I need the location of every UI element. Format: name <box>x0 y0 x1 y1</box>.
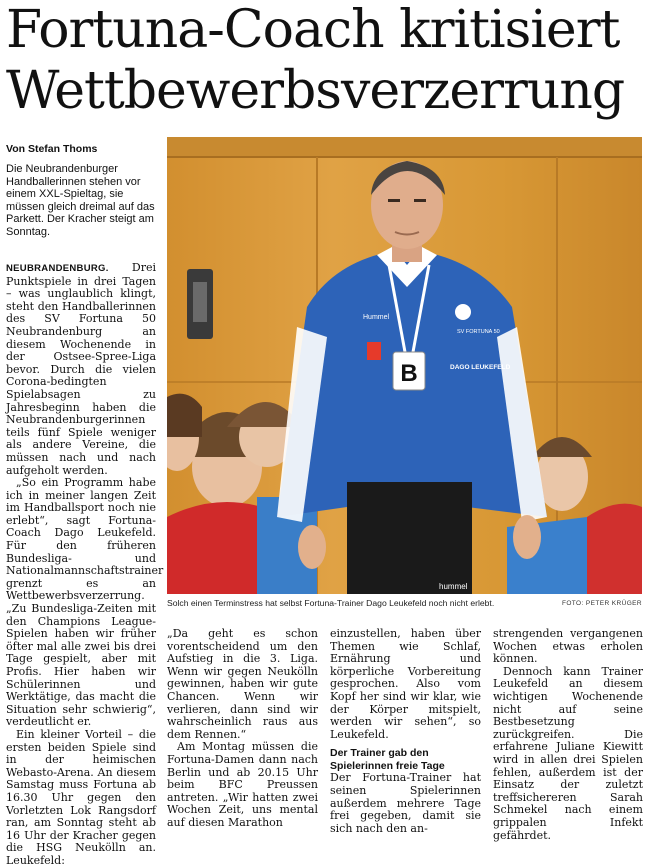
article-column-3 <box>330 628 481 835</box>
shirt-name-label: DAGO LEUKEFELD <box>450 364 511 371</box>
paragraph: Am Montag müssen die Fortuna-Damen dann nach Berlin und ab 20.15 Uhr beim BFC Preussen antreten. „Wir hatten zwei Wochen Zeit, uns mental auf diesen Marathon <box>167 740 318 829</box>
intro-teaser: Die Neubrandenburger Handballerinnen stehen vor einem XXL-Spieltag, sie müssen gleich dreimal auf das Parkett. Der Kracher steigt am Sonntag. <box>6 163 155 238</box>
headline-line-2: Wettbewerbsverzerrung <box>6 61 625 121</box>
dateline: NEUBRANDENBURG. <box>6 263 109 274</box>
paragraph-text: Drei Punktspiele in drei Tagen – was unglaublich klingt, steht den Handballerinnen des SV Fortuna 50 Neubrandenburg an diesem Wochenende in der Ostsee-Spree-Liga bevor. Durch die vielen Corona-bedingten Spielabsagen zu Jahresbeginn haben die Neubrandenburgerinnen teils fünf Spiele weniger als andere Vereine, die müssen nach und nach aufgeholt werden. <box>6 261 156 477</box>
paragraph: strengenden vergangenen Wochen etwas erholen können. <box>493 627 643 666</box>
paragraph: Der Fortuna-Trainer hat seinen Spielerinnen außerdem mehrere Tage frei gegeben, damit sie sich nach den an- <box>330 771 481 835</box>
paragraph: „Da geht es schon vorentscheidend um den Aufstieg in die 3. Liga. Wenn wir gegen Neukölln gewinnen, haben wir gute Chancen. Wenn wir verlieren, dann sind wir wahrscheinlich raus aus dem Rennen.“ <box>167 627 318 741</box>
article-column-4 <box>493 628 643 842</box>
trouser-brand-label: hummel <box>439 582 468 591</box>
article-column-1 <box>6 261 164 868</box>
shirt-club-label: SV FORTUNA 50 <box>457 329 500 335</box>
shirt-brand-label: Hummel <box>363 314 390 321</box>
byline: Von Stefan Thoms <box>6 143 98 155</box>
paragraph: Dennoch kann Trainer Leukefeld an diesem wichtigen Wochenende nicht auf seine Bestbesetzung zurückgreifen. Die erfahrene Juliane Kiewitt wird in allen drei Spielen fehlen, außerdem ist der Einsatz der zuletzt treffsichereren Sarah Schmekel nach einem grippalen Infekt gefährdet. <box>493 664 643 842</box>
subheading: Der Trainer gab den Spielerinnen freie Tage <box>330 747 445 772</box>
paragraph: einzustellen, haben über Themen wie Schlaf, Ernährung und körperliche Vorbereitung gesprochen. Also vom Kopf her sind wir klar, wie der Körper mitspielt, werden wir sehen“, so Leukefeld. <box>330 627 481 741</box>
coach-photo <box>167 137 642 594</box>
photo-caption <box>167 598 642 608</box>
headline <box>6 0 646 122</box>
paragraph <box>6 262 156 477</box>
caption-text: Solch einen Terminstress hat selbst Fortuna-Trainer Dago Leukefeld noch nicht erlebt. <box>167 598 495 608</box>
paragraph: „So ein Programm habe ich in meiner langen Zeit im Handballsport noch nie erlebt“, sagt Fortuna-Coach Dago Leukefeld. Für den früheren Bundesliga- und Nationalmannschaftstrainer grenzt es an Wettbewerbsverzerrung. „Zu Bundesliga-Zeiten mit den Champions League-Spielen haben wir früher öfter mal alle zwei bis drei Tage gespielt, aber mit Profis. Hier haben wir Schülerinnen und Werktätige, das macht die Situation sehr schwierig“, verdeutlicht er. <box>6 476 164 729</box>
article-column-2 <box>167 628 318 830</box>
headline-line-1: Fortuna-Coach kritisiert <box>6 0 620 60</box>
badge-letter: B <box>400 360 418 387</box>
paragraph: Ein kleiner Vorteil – die ersten beiden Spiele sind in der heimischen Webasto-Arena. An diesem Samstag muss Fortuna ab 16.30 Uhr gegen den Vorletzten Lok Rangsdorf ran, am Sonntag steht ab 16 Uhr der Kracher gegen die HSG Neukölln an. Leukefeld: <box>6 727 156 867</box>
photo-credit: FOTO: PETER KRÜGER <box>561 600 642 607</box>
